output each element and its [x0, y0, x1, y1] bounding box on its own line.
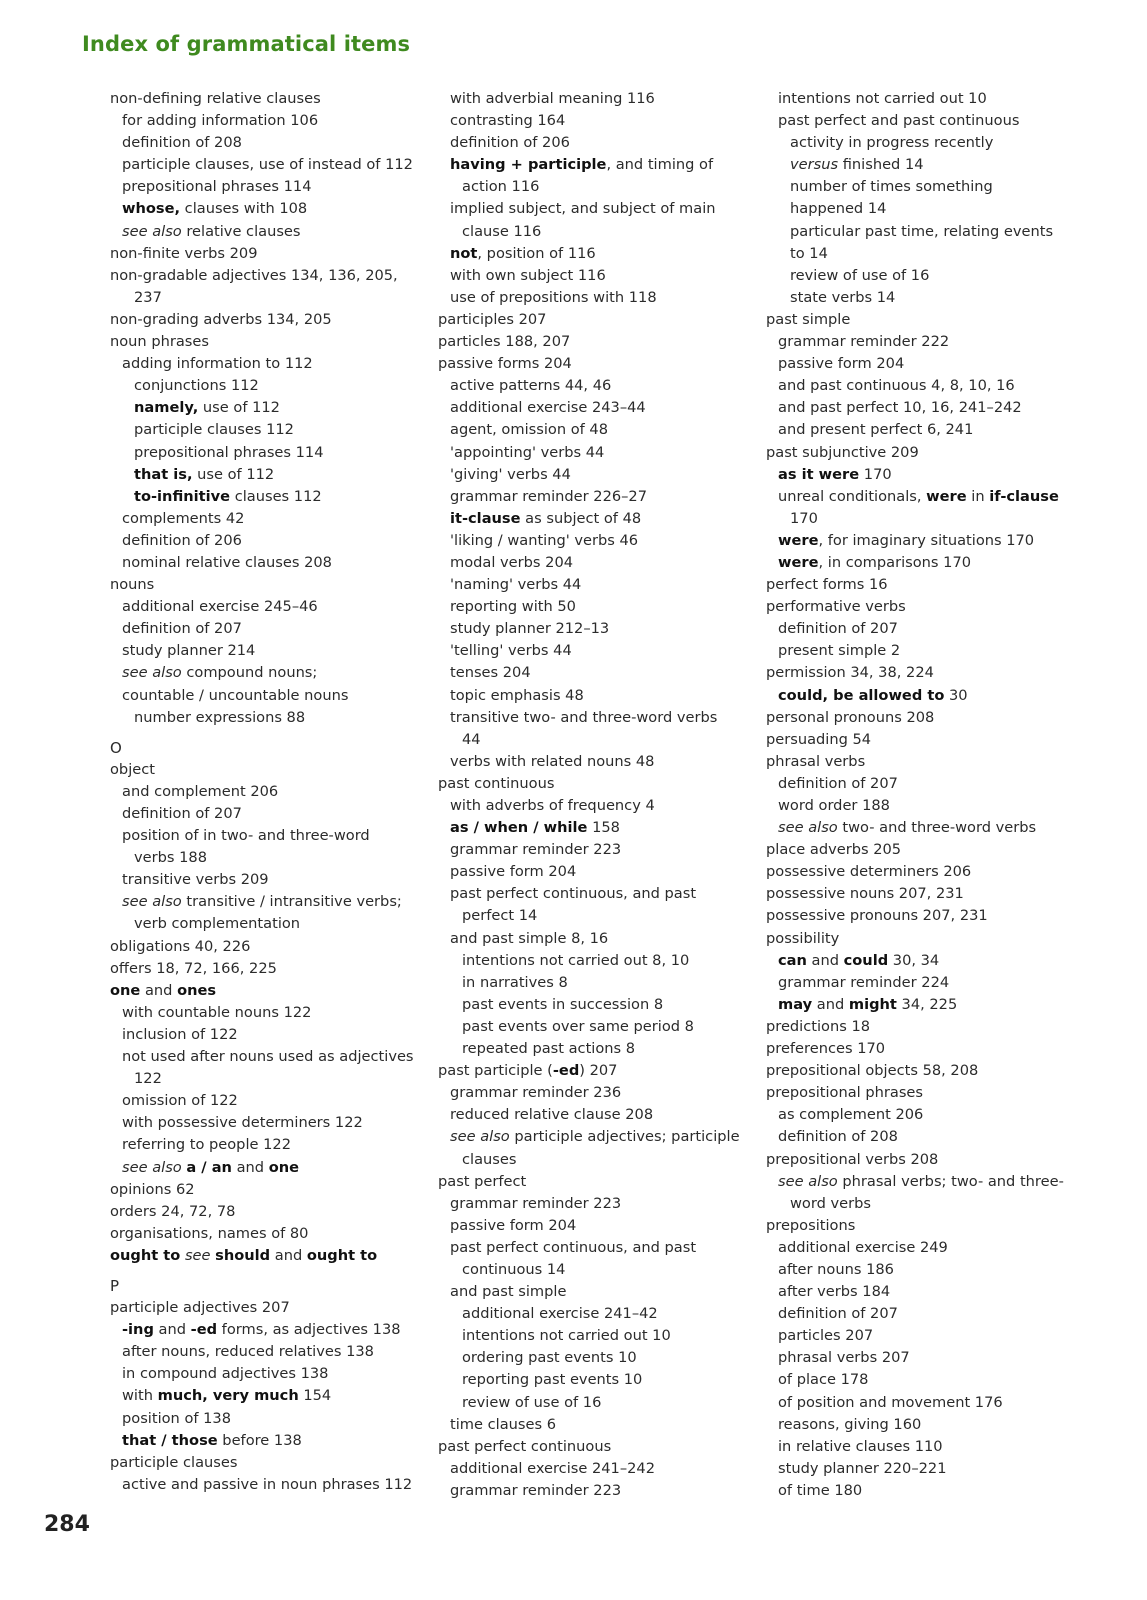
index-subentry: participle clauses 112	[134, 421, 294, 439]
index-subentry: with much, very much 154	[122, 1387, 332, 1405]
index-subentry: verbs with related nouns 48	[450, 752, 655, 770]
index-subentry: in relative clauses 110	[778, 1437, 943, 1455]
index-entry: non-gradable adjectives 134, 136, 205,	[110, 266, 398, 284]
index-subentry: ordering past events 10	[462, 1349, 637, 1367]
index-entry: predictions 18	[766, 1017, 871, 1035]
page-number: 284	[44, 1512, 90, 1537]
index-entry: possibility	[766, 929, 840, 947]
index-subentry: complements 42	[122, 509, 245, 527]
index-subentry: past perfect and past continuous	[778, 112, 1020, 130]
index-subentry: as it were 170	[778, 465, 892, 483]
index-subentry: continuous 14	[462, 1260, 566, 1278]
index-subentry: grammar reminder 224	[778, 973, 950, 991]
index-subentry: grammar reminder 223	[450, 841, 622, 859]
index-subentry: and past simple 8, 16	[450, 929, 609, 947]
index-subentry: with adverbs of frequency 4	[450, 797, 655, 814]
index-subentry: intentions not carried out 8, 10	[462, 951, 690, 969]
index-entry: prepositional phrases	[766, 1084, 924, 1102]
index-entry: prepositional objects 58, 208	[766, 1062, 979, 1080]
index-subentry: see also a / an and one	[122, 1158, 300, 1176]
index-subentry: use of prepositions with 118	[450, 288, 657, 306]
index-subentry: were, in comparisons 170	[778, 553, 972, 571]
index-subentry: definition of 208	[122, 134, 242, 152]
index-column-3	[766, 88, 1126, 1502]
index-subentry: -ing and -ed forms, as adjectives 138	[122, 1321, 401, 1339]
index-entry: perfect forms 16	[766, 576, 888, 594]
index-entry: place adverbs 205	[766, 841, 902, 859]
index-subentry: intentions not carried out 10	[778, 90, 987, 107]
index-entry: opinions 62	[110, 1180, 195, 1198]
index-subentry: to-infinitive clauses 112	[134, 487, 322, 505]
index-subentry: active and passive in noun phrases 112	[122, 1475, 413, 1493]
index-subentry: see also two- and three-word verbs	[778, 819, 1037, 837]
index-entry: possessive pronouns 207, 231	[766, 907, 988, 925]
index-subentry: activity in progress recently	[790, 134, 994, 152]
index-subentry: implied subject, and subject of main	[450, 200, 716, 218]
index-subentry: conjunctions 112	[134, 377, 259, 395]
index-subentry: countable / uncountable nouns	[122, 686, 349, 704]
index-subentry: were, for imaginary situations 170	[778, 531, 1035, 549]
index-subentry: past perfect continuous, and past	[450, 885, 697, 903]
index-subentry: agent, omission of 48	[450, 421, 608, 439]
index-subentry: and complement 206	[122, 782, 279, 800]
index-entry: one and ones	[110, 981, 217, 999]
index-entry: past simple	[766, 310, 851, 328]
index-subentry: number of times something	[790, 178, 993, 196]
index-subentry: study planner 214	[122, 642, 256, 660]
index-subentry: reporting with 50	[450, 598, 576, 616]
index-subentry: not, position of 116	[450, 244, 596, 262]
index-subentry: after nouns 186	[778, 1260, 894, 1278]
index-entry: offers 18, 72, 166, 225	[110, 959, 277, 977]
index-subentry: past events in succession 8	[462, 995, 664, 1013]
index-subentry: word verbs	[790, 1194, 871, 1212]
index-column-2	[438, 88, 758, 1502]
index-subentry: with countable nouns 122	[122, 1003, 312, 1021]
index-entry: past subjunctive 209	[766, 443, 919, 461]
index-entry: non-grading adverbs 134, 205	[110, 310, 332, 328]
index-subentry: grammar reminder 223	[450, 1481, 622, 1499]
index-subentry: having + participle, and timing of	[450, 156, 714, 174]
index-subentry: position of in two- and three-word	[122, 827, 370, 845]
index-subentry: not used after nouns used as adjectives	[122, 1048, 414, 1066]
index-subentry: phrasal verbs 207	[778, 1349, 910, 1367]
index-subentry: transitive two- and three-word verbs	[450, 708, 718, 726]
index-subentry: see also phrasal verbs; two- and three-	[778, 1172, 1064, 1190]
index-subentry: can and could 30, 34	[778, 951, 940, 969]
page-title: Index of grammatical items	[82, 32, 411, 56]
index-subentry: definition of 208	[778, 1128, 898, 1146]
index-subentry: particles 207	[778, 1327, 874, 1345]
index-subentry: reduced relative clause 208	[450, 1106, 654, 1124]
index-subentry: nominal relative clauses 208	[122, 553, 332, 571]
index-subentry: passive form 204	[450, 863, 577, 881]
index-subentry: as complement 206	[778, 1106, 924, 1124]
index-subentry: with own subject 116	[450, 266, 606, 284]
index-subentry: review of use of 16	[790, 266, 930, 284]
index-subentry: review of use of 16	[462, 1393, 602, 1411]
index-subentry: could, be allowed to 30	[778, 686, 968, 704]
index-subentry: state verbs 14	[790, 288, 896, 306]
index-entry: participles 207	[438, 310, 547, 328]
index-subentry: additional exercise 241–242	[450, 1459, 655, 1477]
index-subentry: number expressions 88	[134, 708, 306, 726]
index-entry: participle adjectives 207	[110, 1299, 290, 1317]
index-entry: past perfect continuous	[438, 1437, 612, 1455]
index-subentry: omission of 122	[122, 1092, 238, 1110]
index-subentry: grammar reminder 236	[450, 1084, 622, 1102]
index-entry: past perfect	[438, 1172, 527, 1190]
index-entry: organisations, names of 80	[110, 1224, 309, 1242]
index-subentry: participle clauses, use of instead of 112	[122, 156, 413, 174]
index-subentry: to 14	[790, 244, 828, 262]
index-subentry: 'appointing' verbs 44	[450, 443, 605, 461]
index-entry: personal pronouns 208	[766, 708, 935, 726]
index-subentry: 'naming' verbs 44	[450, 576, 582, 594]
index-entry: phrasal verbs	[766, 752, 866, 770]
index-subentry: whose, clauses with 108	[122, 200, 308, 218]
index-subentry: of position and movement 176	[778, 1393, 1003, 1411]
index-subentry: see also transitive / intransitive verbs;	[122, 893, 402, 911]
index-subentry: in compound adjectives 138	[122, 1365, 329, 1383]
index-entry: preferences 170	[766, 1040, 886, 1058]
index-subentry: additional exercise 249	[778, 1238, 948, 1256]
index-subentry: in narratives 8	[462, 973, 568, 991]
index-entry: ought to see should and ought to	[110, 1246, 378, 1264]
index-subentry: 44	[462, 730, 481, 748]
index-entry: noun phrases	[110, 333, 209, 351]
index-subentry: of place 178	[778, 1371, 869, 1389]
index-entry: obligations 40, 226	[110, 937, 251, 955]
index-subentry: intentions not carried out 10	[462, 1327, 671, 1345]
index-entry: non-defining relative clauses	[110, 90, 321, 107]
index-subentry: word order 188	[778, 797, 890, 814]
index-subentry: study planner 220–221	[778, 1459, 947, 1477]
index-subentry: for adding information 106	[122, 112, 319, 130]
index-subentry: additional exercise 245–46	[122, 598, 318, 616]
index-subentry: it-clause as subject of 48	[450, 509, 642, 527]
index-subentry: transitive verbs 209	[122, 871, 269, 889]
index-subentry: position of 138	[122, 1409, 232, 1427]
index-subentry: grammar reminder 223	[450, 1194, 622, 1212]
index-subentry: 237	[134, 288, 162, 306]
index-subentry: topic emphasis 48	[450, 686, 584, 704]
index-entry: non-finite verbs 209	[110, 244, 258, 262]
index-entry: possessive determiners 206	[766, 863, 972, 881]
index-subentry: particular past time, relating events	[790, 222, 1054, 240]
index-subentry: and present perfect 6, 241	[778, 421, 974, 439]
index-subentry: may and might 34, 225	[778, 995, 958, 1013]
index-subentry: definition of 206	[450, 134, 570, 152]
index-subentry: as / when / while 158	[450, 819, 620, 837]
index-subentry: clauses	[462, 1150, 517, 1168]
index-subentry: study planner 212–13	[450, 620, 610, 638]
index-subentry: after nouns, reduced relatives 138	[122, 1343, 374, 1361]
index-subentry: with adverbial meaning 116	[450, 90, 655, 107]
index-entry: particles 188, 207	[438, 333, 571, 351]
index-entry: object	[110, 760, 155, 778]
index-subentry: verbs 188	[134, 849, 207, 867]
index-entry: nouns	[110, 576, 155, 594]
index-subentry: verb complementation	[134, 915, 301, 933]
index-subentry: prepositional phrases 114	[122, 178, 312, 196]
index-subentry: action 116	[462, 178, 540, 196]
index-subentry: present simple 2	[778, 642, 901, 660]
index-subentry: additional exercise 243–44	[450, 399, 646, 417]
index-entry: past continuous	[438, 774, 555, 792]
index-subentry: passive form 204	[778, 355, 905, 373]
index-subentry: and past simple	[450, 1283, 567, 1301]
index-subentry: 122	[134, 1070, 162, 1088]
index-subentry: 'telling' verbs 44	[450, 642, 572, 660]
index-subentry: definition of 207	[778, 774, 898, 792]
index-entry: possessive nouns 207, 231	[766, 885, 964, 903]
index-subentry: grammar reminder 226–27	[450, 487, 648, 505]
index-subentry: past perfect continuous, and past	[450, 1238, 697, 1256]
index-subentry: inclusion of 122	[122, 1025, 238, 1043]
index-subentry: adding information to 112	[122, 355, 313, 373]
index-subentry: active patterns 44, 46	[450, 377, 612, 395]
index-subentry: definition of 207	[122, 805, 242, 822]
index-subentry: time clauses 6	[450, 1415, 556, 1433]
index-subentry: happened 14	[790, 200, 887, 218]
index-subentry: passive form 204	[450, 1216, 577, 1234]
index-subentry: referring to people 122	[122, 1136, 291, 1154]
index-subentry: contrasting 164	[450, 112, 566, 130]
index-subentry: versus finished 14	[790, 156, 924, 174]
index-entry: prepositions	[766, 1216, 856, 1234]
index-subentry: modal verbs 204	[450, 553, 574, 571]
index-subentry: see also compound nouns;	[122, 664, 318, 682]
index-entry: participle clauses	[110, 1453, 238, 1471]
index-subentry: prepositional phrases 114	[134, 443, 324, 461]
index-subentry: of time 180	[778, 1481, 863, 1499]
index-section-letter: O	[110, 738, 122, 757]
index-subentry: perfect 14	[462, 907, 538, 925]
index-subentry: reporting past events 10	[462, 1371, 643, 1389]
index-entry: performative verbs	[766, 598, 906, 616]
index-subentry: see also participle adjectives; participle	[450, 1128, 740, 1146]
index-entry: prepositional verbs 208	[766, 1150, 939, 1168]
index-subentry: past events over same period 8	[462, 1017, 694, 1035]
index-subentry: tenses 204	[450, 664, 531, 682]
index-entry: orders 24, 72, 78	[110, 1202, 236, 1220]
index-subentry: definition of 207	[778, 620, 898, 638]
index-entry: past participle (-ed) 207	[438, 1062, 618, 1080]
index-subentry: 'liking / wanting' verbs 46	[450, 531, 639, 549]
index-subentry: and past perfect 10, 16, 241–242	[778, 399, 1022, 417]
index-subentry: definition of 207	[122, 620, 242, 638]
index-subentry: repeated past actions 8	[462, 1040, 636, 1058]
index-section-letter: P	[110, 1276, 120, 1295]
index-entry: passive forms 204	[438, 355, 572, 373]
index-column-1	[110, 88, 430, 1496]
index-subentry: and past continuous 4, 8, 10, 16	[778, 377, 1015, 395]
index-subentry: clause 116	[462, 222, 542, 240]
index-subentry: see also relative clauses	[122, 222, 301, 240]
index-subentry: 'giving' verbs 44	[450, 465, 571, 483]
index-subentry: grammar reminder 222	[778, 333, 950, 351]
index-subentry: reasons, giving 160	[778, 1415, 922, 1433]
index-subentry: that / those before 138	[122, 1431, 302, 1449]
index-subentry: with possessive determiners 122	[122, 1114, 363, 1132]
index-subentry: that is, use of 112	[134, 465, 275, 483]
index-subentry: definition of 207	[778, 1305, 898, 1323]
index-subentry: additional exercise 241–42	[462, 1305, 658, 1323]
index-entry: permission 34, 38, 224	[766, 664, 934, 682]
index-subentry: unreal conditionals, were in if-clause	[778, 487, 1059, 505]
index-entry: persuading 54	[766, 730, 872, 748]
index-subentry: 170	[790, 509, 818, 527]
index-subentry: after verbs 184	[778, 1283, 891, 1301]
index-subentry: namely, use of 112	[134, 399, 280, 417]
index-subentry: definition of 206	[122, 531, 242, 549]
